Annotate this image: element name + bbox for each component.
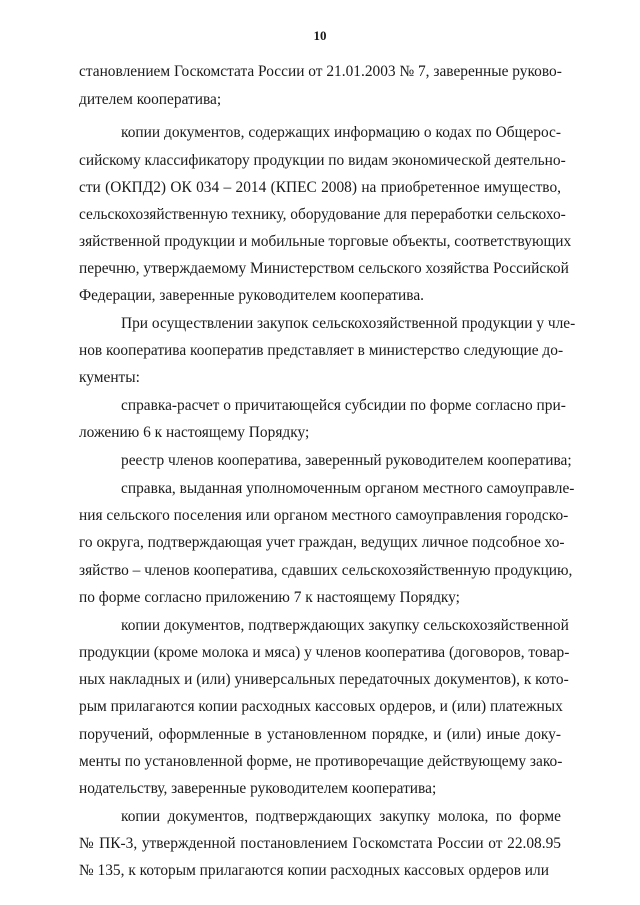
text-line: При осуществлении закупок сельскохозяйственной продукции у чле- [121,315,576,332]
text-line: копии документов, содержащих информацию о кодах по Общерос- [121,124,561,141]
page-number: 10 [313,28,327,43]
text-line: Федерации, заверенные руководителем кооператива. [79,287,425,304]
text-line: зяйственной продукции и мобильные торговые объекты, соответствующих [79,233,572,250]
text-line: перечню, утверждаемому Министерством сельского хозяйства Российской [79,260,569,277]
text-line: нов кооператива кооператив представляет в министерство следующие до- [79,342,564,359]
text-line: продукции (кроме молока и мяса) у членов кооператива (договоров, товар- [79,644,570,661]
text-line: поручений, оформленные в установленном порядке, и (или) иные доку- [79,726,561,743]
text-line: нодательству, заверенные руководителем кооператива; [79,780,437,797]
text-line: ных накладных и (или) универсальных передаточных документов), к кото- [79,671,569,688]
text-line: по форме согласно приложению 7 к настоящему Порядку; [79,589,460,606]
text-line: сийскому классификатору продукции по видам экономической деятельно- [79,152,566,169]
text-line: № ПК-3, утвержденной постановлением Госкомстата России от 22.08.95 [79,835,561,852]
text-line: кументы: [79,369,140,386]
text-line: реестр членов кооператива, заверенный руководителем кооператива; [121,452,572,469]
text-line: справка-расчет о причитающейся субсидии по форме согласно при- [121,397,566,414]
text-line: № 135, к которым прилагаются копии расходных кассовых ордеров или [79,862,549,879]
text-line: ложению 6 к настоящему Порядку; [79,424,310,441]
text-line: зяйство – членов кооператива, сдавших сельскохозяйственную продукцию, [79,562,573,579]
text-line: ния сельского поселения или органом местного самоуправления городско- [79,507,569,524]
text-line: копии документов, подтверждающих закупку молока, по форме [121,808,561,825]
text-line: копии документов, подтверждающих закупку сельскохозяйственной [121,617,569,634]
text-line: становлением Госкомстата России от 21.01.2003 № 7, заверенные руково- [79,63,562,80]
text-line: менты по установленной форме, не противоречащие действующему зако- [79,753,563,770]
text-line: дителем кооператива; [79,91,222,108]
text-line: рым прилагаются копии расходных кассовых ордеров, и (или) платежных [79,698,563,715]
text-line: сти (ОКПД2) ОК 034 – 2014 (КПЕС 2008) на приобретенное имущество, [79,179,561,196]
text-line: справка, выданная уполномоченным органом местного самоуправле- [121,480,575,497]
text-line: го округа, подтверждающая учет граждан, ведущих личное подсобное хо- [79,534,565,551]
text-line: сельскохозяйственную технику, оборудование для переработки сельскохо- [79,206,566,223]
